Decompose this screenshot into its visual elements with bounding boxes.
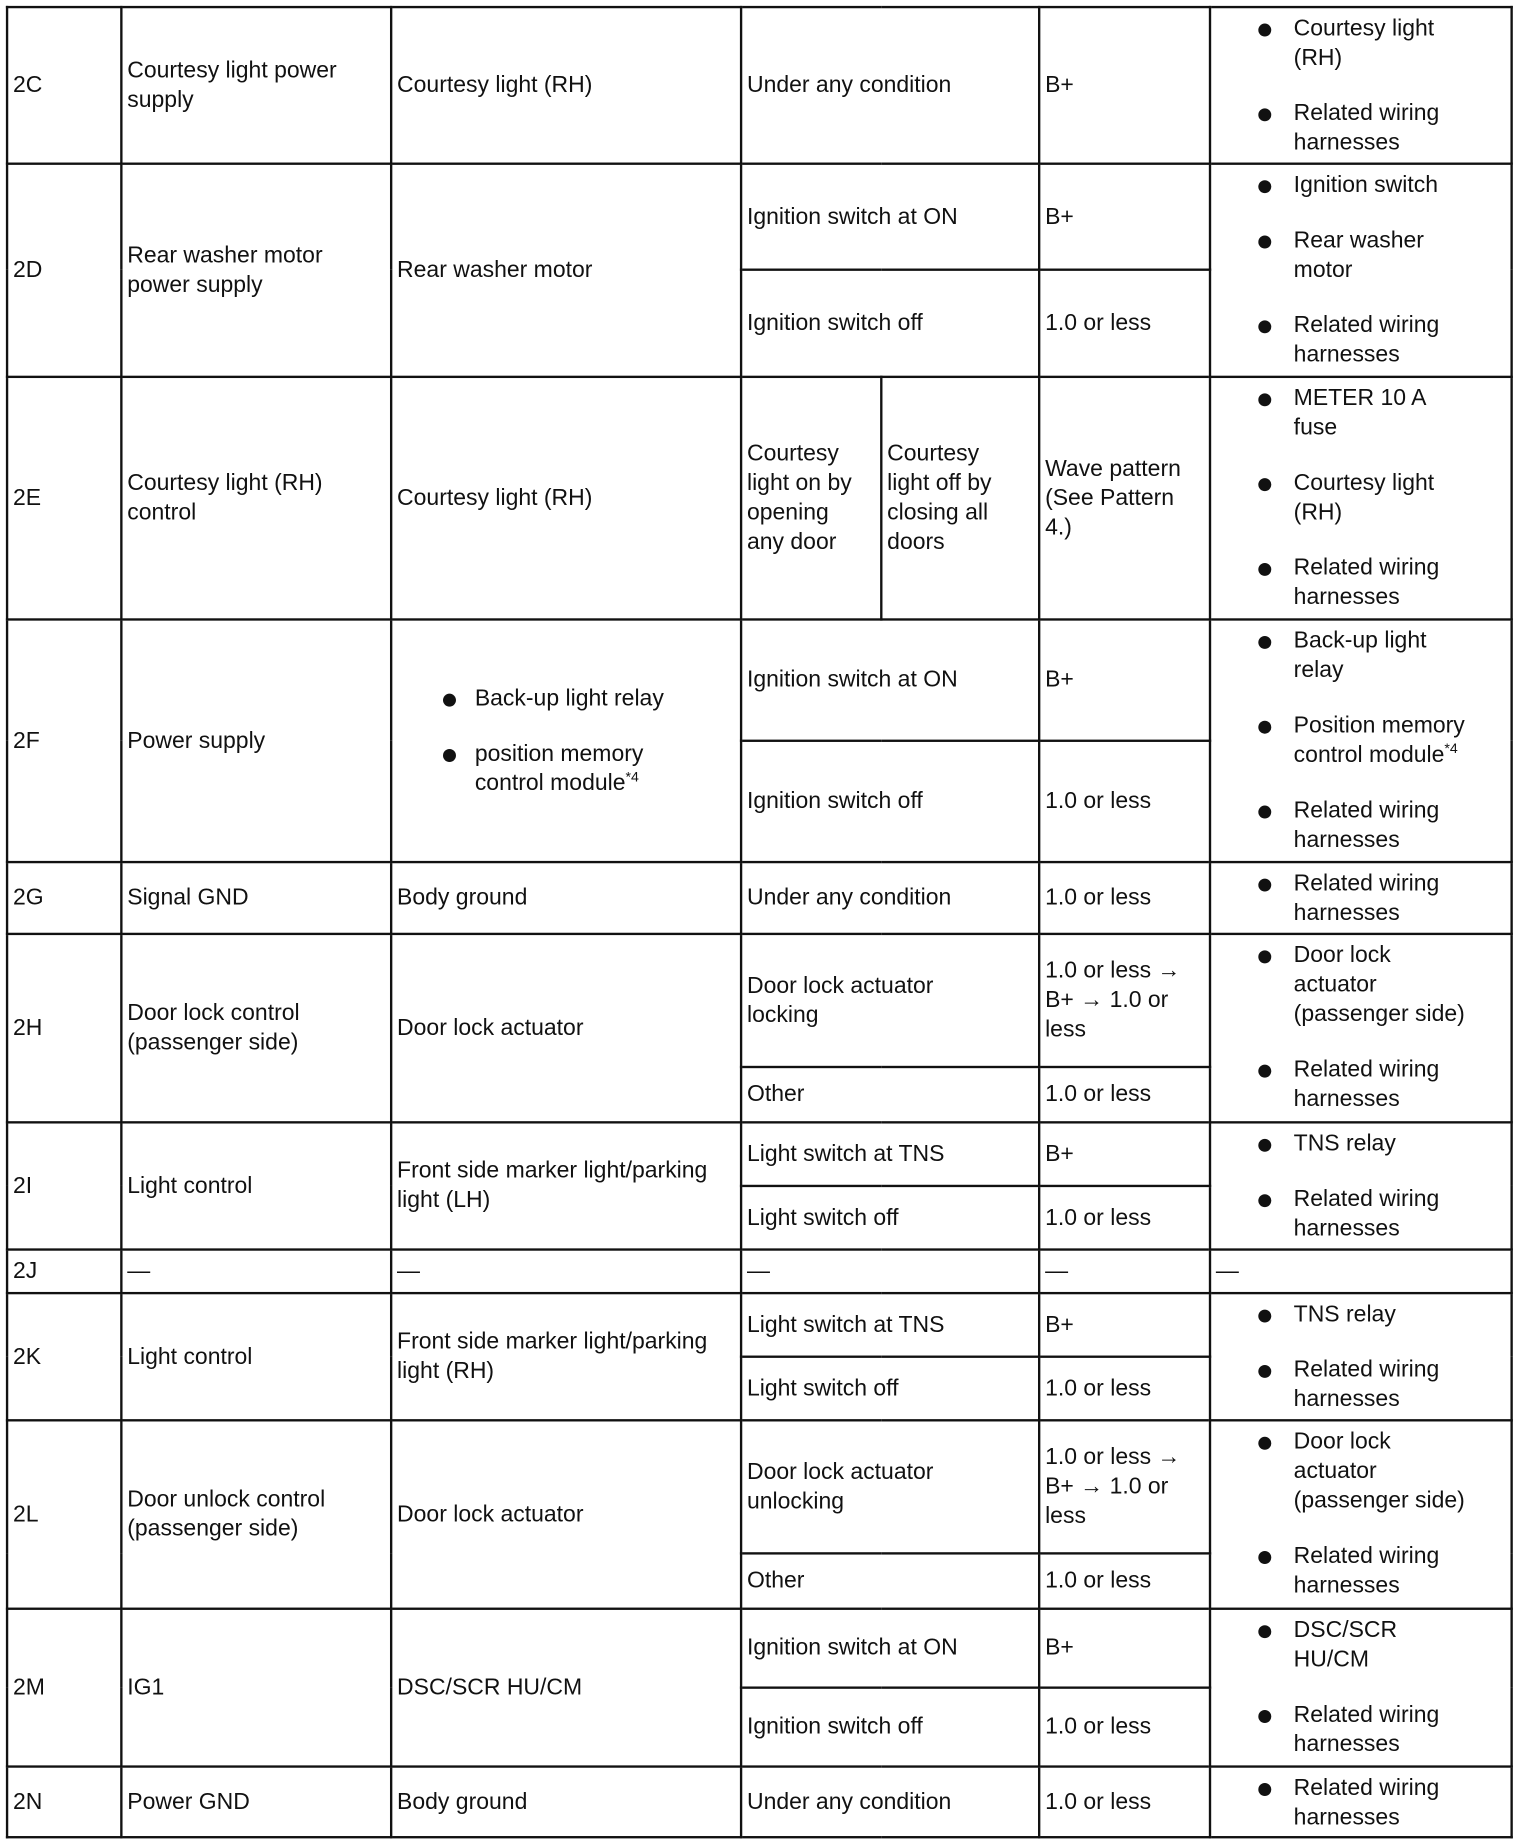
connected-to-cell: Body ground — [391, 1767, 741, 1838]
inspection-cell — [1210, 862, 1512, 934]
terminal-cell: 2F — [7, 619, 121, 862]
voltage-cell: — — [1039, 1250, 1210, 1294]
voltage-cell: 1.0 or less — [1039, 741, 1210, 862]
inspection-item: Related wiring harnesses — [1216, 311, 1506, 370]
inspection-item: Courtesy light (RH) — [1216, 14, 1506, 73]
condition-cell: Courtesy light off by closing all doors — [881, 377, 1039, 620]
condition-cell: Ignition switch off — [741, 1688, 1039, 1767]
voltage-cell: 1.0 or less — [1039, 270, 1210, 377]
connected-to-cell: Rear washer motor — [391, 164, 741, 377]
table-row — [7, 1122, 1512, 1186]
voltage-cell: 1.0 or less — [1039, 1688, 1210, 1767]
voltage-cell: Wave pattern (See Pattern 4.) — [1039, 377, 1210, 620]
connected-to-cell: Door lock actuator — [391, 934, 741, 1122]
connected-item: position memory control module$^{*4}$ — [397, 739, 735, 798]
connected-to-cell: Courtesy light (RH) — [391, 377, 741, 620]
voltage-cell: 1.0 or less → B+ → 1.0 or less — [1039, 1420, 1210, 1553]
inspection-item: Related wiring harnesses — [1216, 1701, 1506, 1760]
signal-name-cell: Light control — [121, 1293, 391, 1420]
signal-name-cell: Light control — [121, 1122, 391, 1249]
footnote-mark: *4 — [625, 767, 639, 785]
condition-cell: Ignition switch off — [741, 270, 1039, 377]
inspection-item: Ignition switch — [1216, 171, 1506, 200]
connected-item: Back-up light relay — [397, 684, 735, 713]
condition-cell: Under any condition — [741, 7, 1039, 164]
table-row — [7, 1767, 1512, 1838]
connected-to-cell: Front side marker light/parking light (LH) — [391, 1122, 741, 1249]
voltage-cell: 1.0 or less — [1039, 1553, 1210, 1608]
inspection-item: Related wiring harnesses — [1216, 796, 1506, 855]
inspection-cell — [1210, 1767, 1512, 1838]
table-row — [7, 862, 1512, 934]
condition-cell: Under any condition — [741, 862, 1039, 934]
condition-cell: Light switch off — [741, 1186, 1039, 1250]
voltage-cell: 1.0 or less — [1039, 1767, 1210, 1838]
voltage-cell: B+ — [1039, 1293, 1210, 1357]
connected-to-cell: Door lock actuator — [391, 1420, 741, 1608]
inspection-cell — [1210, 619, 1512, 862]
inspection-cell — [1210, 1293, 1512, 1420]
table-row — [7, 377, 1512, 620]
connected-to-cell: DSC/SCR HU/CM — [391, 1609, 741, 1767]
inspection-cell — [1210, 1609, 1512, 1767]
connected-to-cell: Body ground — [391, 862, 741, 934]
terminal-cell: 2M — [7, 1609, 121, 1767]
voltage-cell: B+ — [1039, 1122, 1210, 1186]
terminal-table — [6, 6, 1513, 1839]
inspection-item: DSC/SCR HU/CM — [1216, 1616, 1506, 1675]
table-row — [7, 619, 1512, 740]
terminal-cell: 2I — [7, 1122, 121, 1249]
condition-cell: Ignition switch at ON — [741, 619, 1039, 740]
voltage-cell: 1.0 or less — [1039, 862, 1210, 934]
voltage-cell: B+ — [1039, 164, 1210, 270]
voltage-cell: 1.0 or less → B+ → 1.0 or less — [1039, 934, 1210, 1067]
inspection-item: Related wiring harnesses — [1216, 1542, 1506, 1601]
condition-cell: Door lock actuator locking — [741, 934, 1039, 1067]
table-row — [7, 934, 1512, 1067]
terminal-cell: 2E — [7, 377, 121, 620]
inspection-item: Related wiring harnesses — [1216, 554, 1506, 613]
inspection-item: TNS relay — [1216, 1300, 1506, 1329]
terminal-cell: 2J — [7, 1250, 121, 1294]
table-row — [7, 7, 1512, 164]
inspection-item: METER 10 A fuse — [1216, 384, 1506, 443]
inspection-item: Related wiring harnesses — [1216, 1356, 1506, 1415]
inspection-item: Door lock actuator (passenger side) — [1216, 941, 1506, 1029]
condition-cell: Light switch at TNS — [741, 1122, 1039, 1186]
terminal-cell: 2K — [7, 1293, 121, 1420]
condition-cell: Other — [741, 1553, 1039, 1608]
connected-to-cell — [391, 619, 741, 862]
signal-name-cell: Rear washer motor power supply — [121, 164, 391, 377]
inspection-cell — [1210, 164, 1512, 377]
condition-cell: Under any condition — [741, 1767, 1039, 1838]
inspection-item: TNS relay — [1216, 1129, 1506, 1158]
inspection-item: Related wiring harnesses — [1216, 99, 1506, 158]
condition-cell: Light switch at TNS — [741, 1293, 1039, 1357]
table-row — [7, 1250, 1512, 1294]
table-row — [7, 1420, 1512, 1553]
inspection-cell — [1210, 7, 1512, 164]
voltage-cell: B+ — [1039, 7, 1210, 164]
voltage-cell: 1.0 or less — [1039, 1067, 1210, 1122]
inspection-item: Rear washer motor — [1216, 226, 1506, 285]
connected-to-cell: — — [391, 1250, 741, 1294]
signal-name-cell: Power GND — [121, 1767, 391, 1838]
voltage-cell: 1.0 or less — [1039, 1186, 1210, 1250]
inspection-cell — [1210, 934, 1512, 1122]
signal-name-cell: Power supply — [121, 619, 391, 862]
signal-name-cell: Courtesy light (RH) control — [121, 377, 391, 620]
inspection-item: Position memory control module$^{*4}$ — [1216, 711, 1506, 770]
terminal-cell: 2C — [7, 7, 121, 164]
condition-cell: Ignition switch at ON — [741, 1609, 1039, 1688]
inspection-item: Related wiring harnesses — [1216, 1774, 1506, 1833]
inspection-item: Courtesy light (RH) — [1216, 469, 1506, 528]
inspection-item: Related wiring harnesses — [1216, 869, 1506, 928]
table-row — [7, 164, 1512, 270]
footnote-mark: *4 — [1444, 740, 1458, 757]
terminal-cell: 2H — [7, 934, 121, 1122]
table-row — [7, 1609, 1512, 1688]
terminal-cell: 2L — [7, 1420, 121, 1608]
condition-cell: Door lock actuator unlocking — [741, 1420, 1039, 1553]
inspection-cell — [1210, 1122, 1512, 1249]
condition-cell: — — [741, 1250, 1039, 1294]
inspection-cell — [1210, 1420, 1512, 1608]
condition-cell: Courtesy light on by opening any door — [741, 377, 881, 620]
inspection-item: Related wiring harnesses — [1216, 1185, 1506, 1244]
signal-name-cell: Door unlock control (passenger side) — [121, 1420, 391, 1608]
condition-cell: Ignition switch off — [741, 741, 1039, 862]
connected-to-cell: Front side marker light/parking light (RH) — [391, 1293, 741, 1420]
signal-name-cell: Signal GND — [121, 862, 391, 934]
signal-name-cell: Courtesy light power supply — [121, 7, 391, 164]
terminal-cell: 2N — [7, 1767, 121, 1838]
inspection-item: Door lock actuator (passenger side) — [1216, 1427, 1506, 1515]
voltage-cell: B+ — [1039, 619, 1210, 740]
connected-to-cell: Courtesy light (RH) — [391, 7, 741, 164]
signal-name-cell: IG1 — [121, 1609, 391, 1767]
terminal-cell: 2G — [7, 862, 121, 934]
voltage-cell: B+ — [1039, 1609, 1210, 1688]
inspection-item: Related wiring harnesses — [1216, 1055, 1506, 1114]
inspection-cell — [1210, 377, 1512, 620]
condition-cell: Light switch off — [741, 1357, 1039, 1421]
terminal-cell: 2D — [7, 164, 121, 377]
voltage-cell: 1.0 or less — [1039, 1357, 1210, 1421]
condition-cell: Other — [741, 1067, 1039, 1122]
inspection-item: Back-up light relay — [1216, 627, 1506, 686]
signal-name-cell: Door lock control (passenger side) — [121, 934, 391, 1122]
inspection-cell: — — [1210, 1250, 1512, 1294]
signal-name-cell: — — [121, 1250, 391, 1294]
condition-cell: Ignition switch at ON — [741, 164, 1039, 270]
table-row — [7, 1293, 1512, 1357]
